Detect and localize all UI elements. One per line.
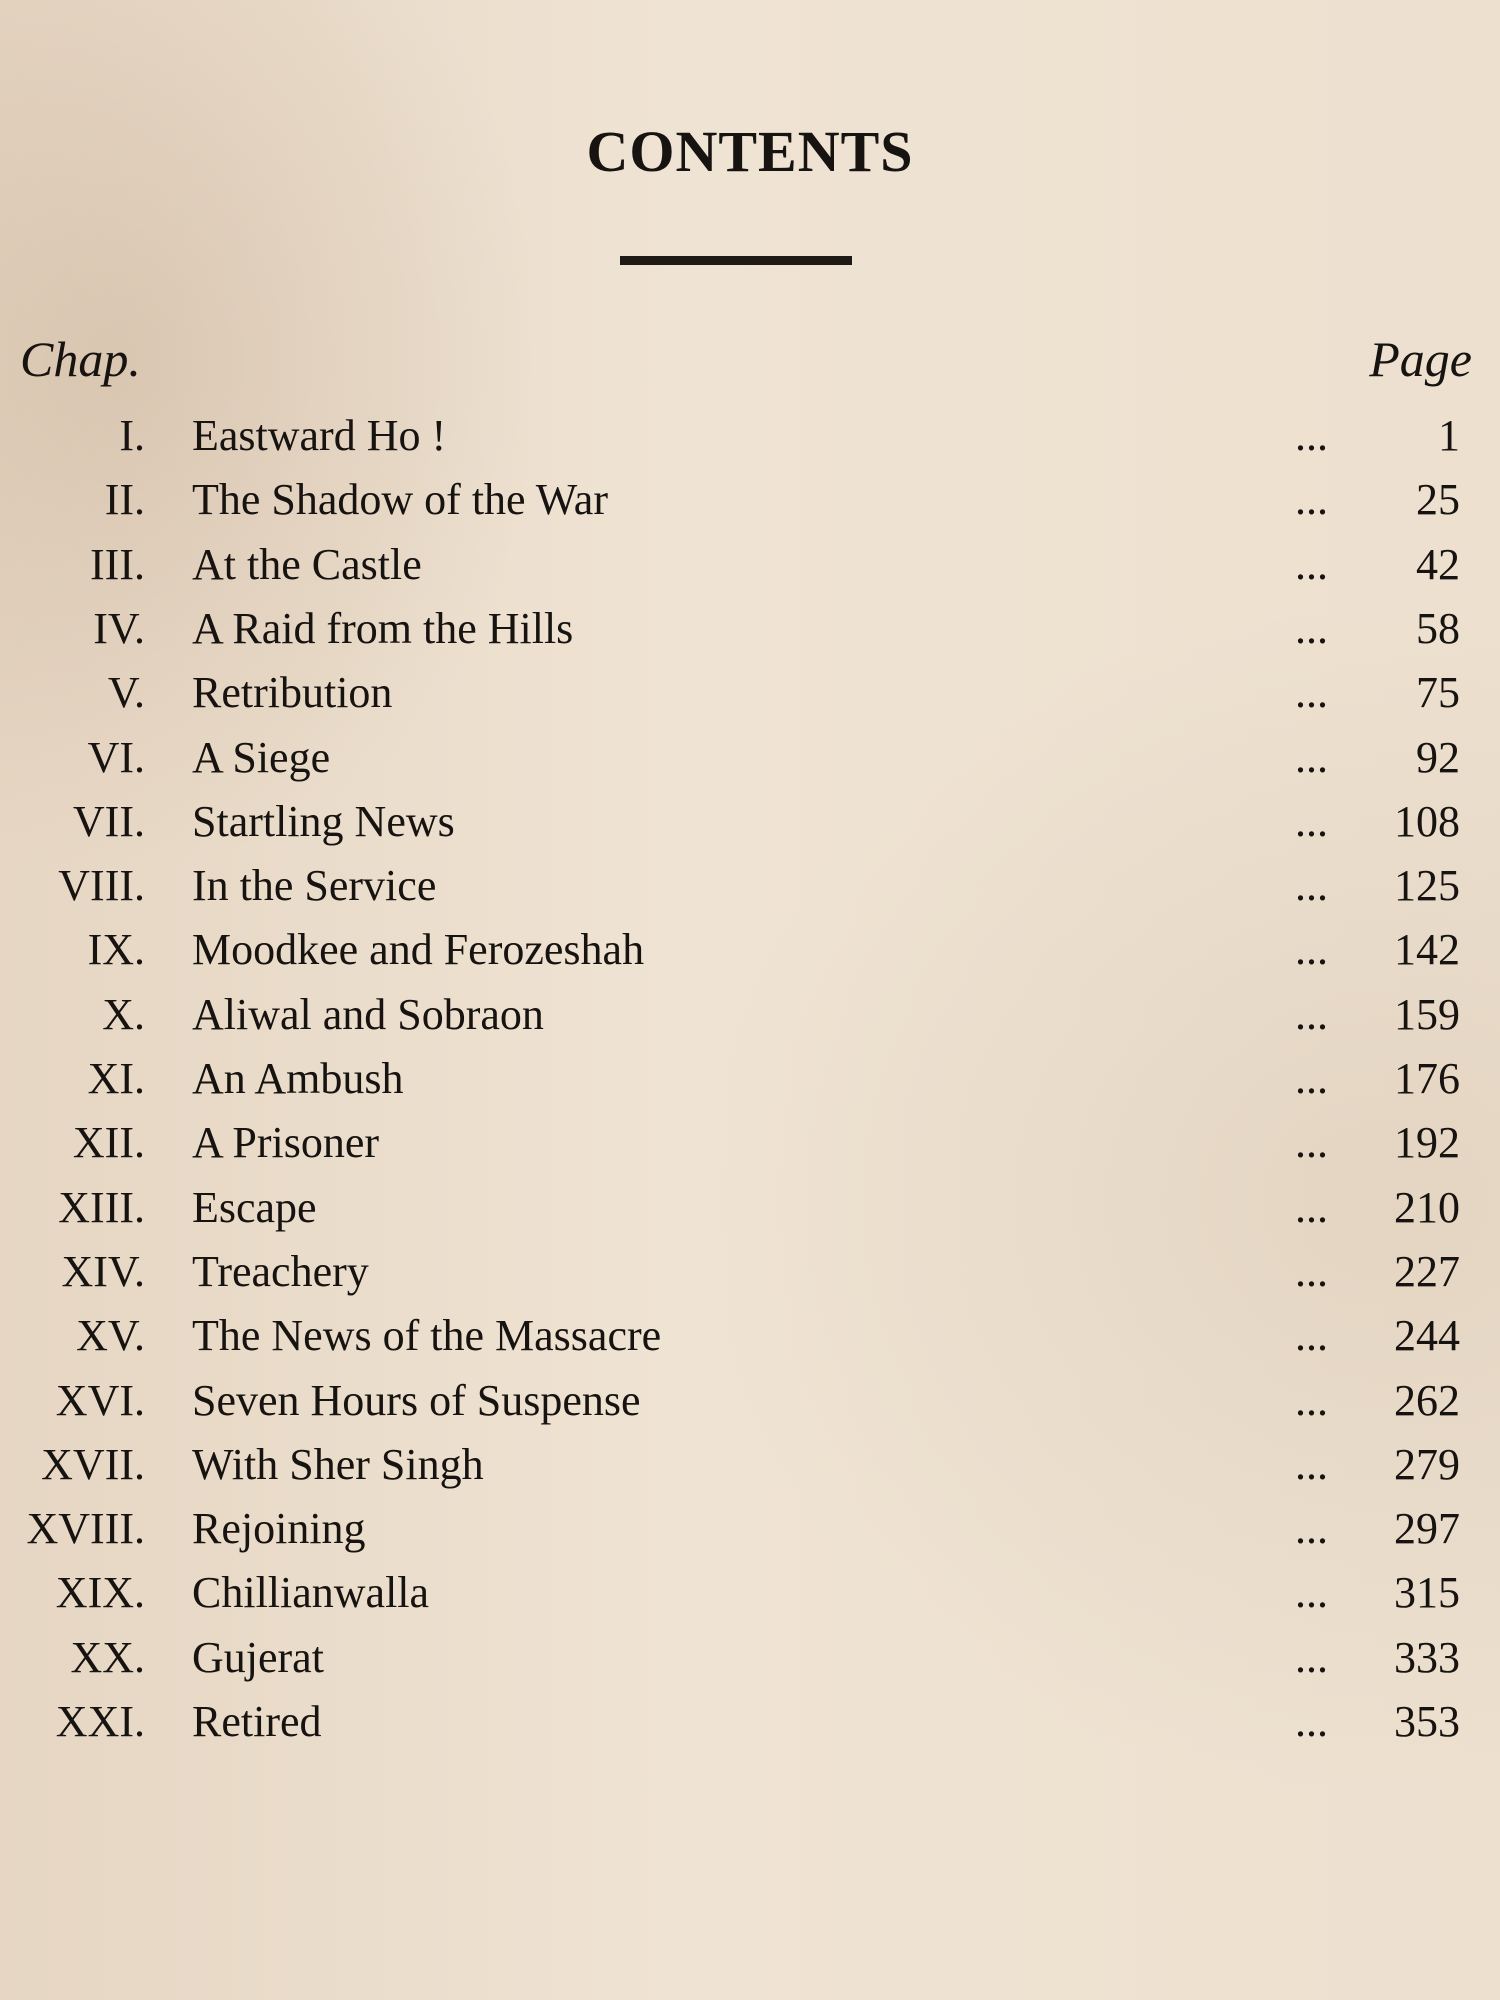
chapter-title: Rejoining [192,1504,366,1554]
toc-entry [0,1561,1500,1625]
dot-leader: ... [1295,1118,1328,1168]
page-number: 58 [1416,603,1460,653]
dot-leader: ... [1295,603,1328,653]
dot-leader: ... [1295,1054,1328,1103]
chapter-number: XIX. [55,1568,145,1618]
chapter-number: XXI. [55,1697,145,1746]
dot-leader: ... [1295,989,1328,1039]
contents-title: CONTENTS [586,119,914,184]
dot-leader: ... [1295,539,1328,589]
dot-leader: ... [1295,796,1328,846]
page-number: 353 [1394,1697,1460,1746]
chapter-title: A Siege [192,732,331,782]
chapter-title: Retired [192,1697,322,1746]
chapter-number: VI. [87,732,145,782]
chapter-title: In the Service [192,861,437,911]
chapter-number: XIII. [58,1182,145,1232]
page-number: 315 [1394,1568,1460,1618]
chapter-number: VIII. [58,861,145,911]
chapter-number: X. [102,989,145,1039]
chapter-title: Startling News [192,796,455,846]
toc-entry [0,983,1500,1047]
chapter-title: The Shadow of the War [192,475,608,525]
chapter-title: Aliwal and Sobraon [192,989,544,1039]
chapter-title: Moodkee and Ferozeshah [192,925,645,975]
dot-leader: ... [1295,861,1328,911]
chapter-number: IV. [93,603,145,653]
chapter-title: Seven Hours of Suspense [192,1375,641,1425]
chapter-title: Gujerat [192,1632,324,1682]
dot-leader: ... [1295,732,1328,782]
chapter-title: Escape [192,1182,317,1232]
toc-entry [0,1497,1500,1561]
page-number: 244 [1394,1311,1460,1361]
toc-entry [0,790,1500,854]
chapter-title: Treachery [192,1246,369,1296]
chapter-number: III. [90,539,145,589]
toc-entry [0,661,1500,725]
dot-leader: ... [1295,1568,1328,1618]
chapter-title: Eastward Ho ! [192,411,447,460]
page-number: 159 [1394,989,1460,1039]
page-number: 262 [1394,1375,1460,1425]
chapter-number: XX. [70,1632,145,1682]
page-number: 227 [1394,1246,1460,1296]
page-number: 210 [1394,1182,1460,1232]
toc-entry [0,533,1500,597]
chapter-title: A Raid from the Hills [192,603,574,653]
page-number: 92 [1416,732,1460,782]
page-number: 108 [1394,796,1460,846]
toc-entry [0,1176,1500,1240]
chapter-title: At the Castle [192,539,422,589]
chapter-number: XII. [72,1118,145,1168]
toc-entry [0,597,1500,661]
page-number: 1 [1438,411,1460,460]
page-number: 279 [1394,1439,1460,1489]
dot-leader: ... [1295,668,1328,718]
page-header: Page [1369,331,1472,387]
toc-entry [0,1047,1500,1111]
page-number: 75 [1416,668,1460,718]
toc-entry [0,1304,1500,1368]
toc-entry [0,1626,1500,1690]
page-number: 142 [1394,925,1460,975]
toc-entry [0,1690,1500,1754]
title-rule [620,256,852,265]
page-number: 297 [1394,1504,1460,1554]
dot-leader: ... [1295,1697,1328,1746]
toc-entry [0,1433,1500,1497]
chapter-number: IX. [87,925,145,975]
dot-leader: ... [1295,1311,1328,1361]
dot-leader: ... [1295,1504,1328,1554]
dot-leader: ... [1295,1246,1328,1296]
dot-leader: ... [1295,1375,1328,1425]
chapter-title: With Sher Singh [192,1439,484,1489]
dot-leader: ... [1295,1439,1328,1489]
chapter-number: XVIII. [26,1504,145,1554]
chapter-number: XIV. [61,1246,145,1296]
chapter-title: A Prisoner [192,1118,379,1168]
toc-entry [0,1111,1500,1175]
chapter-number: XV. [76,1311,145,1361]
chapter-number: XVII. [41,1439,145,1489]
chapter-number: XI. [87,1054,145,1103]
dot-leader: ... [1295,411,1328,460]
toc-entry [0,404,1500,468]
chapter-title: Retribution [192,668,393,718]
dot-leader: ... [1295,1632,1328,1682]
dot-leader: ... [1295,1182,1328,1232]
chapter-number: V. [107,668,145,718]
toc-entry [0,1369,1500,1433]
page-number: 25 [1416,475,1460,525]
chapter-number: VII. [72,796,145,846]
chapter-number: XVI. [55,1375,145,1425]
chapter-number: II. [104,475,145,525]
chapter-title: The News of the Massacre [192,1311,662,1361]
page-number: 42 [1416,539,1460,589]
toc-entry [0,918,1500,982]
chap-header: Chap. [20,331,141,387]
dot-leader: ... [1295,925,1328,975]
chapter-number: I. [119,411,145,460]
toc-entry [0,1240,1500,1304]
page-number: 192 [1394,1118,1460,1168]
dot-leader: ... [1295,475,1328,525]
page-number: 125 [1394,861,1460,911]
page-number: 176 [1394,1054,1460,1103]
toc-entry [0,468,1500,532]
page-number: 333 [1394,1632,1460,1682]
toc-entry [0,854,1500,918]
chapter-title: Chillianwalla [192,1568,430,1618]
chapter-title: An Ambush [192,1054,404,1103]
toc-entry [0,726,1500,790]
